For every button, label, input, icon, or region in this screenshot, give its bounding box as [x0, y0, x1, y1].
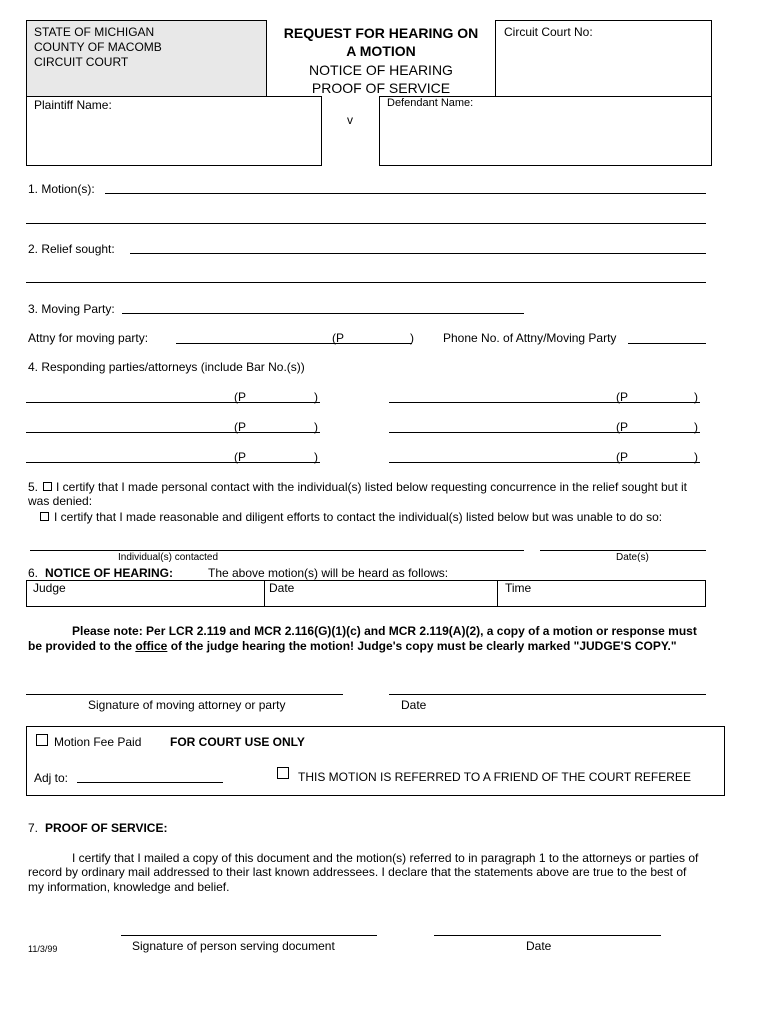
section5-prefix: 5.	[28, 480, 39, 494]
moving-party-line[interactable]	[122, 313, 524, 314]
notice-of-hearing-text: The above motion(s) will be heard as follows:	[208, 566, 449, 580]
responding-p-open-r1: (P	[616, 390, 628, 404]
attorney-p-open: (P	[332, 331, 344, 345]
moving-party-label: 3. Moving Party:	[28, 302, 115, 316]
responding-p-close-r2: )	[694, 420, 698, 434]
responding-party-right-2[interactable]	[389, 432, 700, 433]
phone-line[interactable]	[628, 343, 706, 344]
motion-fee-paid-checkbox[interactable]	[36, 734, 48, 746]
phone-label: Phone No. of Attny/Moving Party	[443, 331, 617, 345]
adjourned-to-label: Adj to:	[34, 771, 69, 785]
moving-party-signature-label: Signature of moving attorney or party	[88, 698, 286, 712]
proof-of-service-label: PROOF OF SERVICE:	[45, 821, 168, 835]
versus-label: v	[347, 113, 353, 127]
responding-party-right-1[interactable]	[389, 402, 700, 403]
concurrence-denied-text: I certify that I made personal contact with the individual(s) listed below requesting concurrence in the relief sought but it	[56, 480, 688, 494]
attorney-label: Attny for moving party:	[28, 331, 149, 345]
court-line-court: CIRCUIT COURT	[34, 55, 129, 69]
referee-label: THIS MOTION IS REFERRED TO A FRIEND OF THE COURT REFEREE	[298, 770, 691, 784]
moving-party-date-line[interactable]	[389, 694, 706, 695]
relief-sought-label: 2. Relief sought:	[28, 242, 115, 256]
attorney-p-close: )	[410, 331, 414, 345]
case-number-label: Circuit Court No:	[504, 25, 593, 39]
proof-of-service-text-3: my information, knowledge and belief.	[28, 880, 230, 894]
form-title-line4: PROOF OF SERVICE	[311, 80, 451, 96]
server-date-line[interactable]	[434, 935, 661, 936]
judge-copy-note-line2	[28, 639, 677, 653]
referee-checkbox[interactable]	[277, 767, 289, 779]
defendant-name-label: Defendant Name:	[387, 97, 474, 109]
notice-of-hearing-label: NOTICE OF HEARING:	[45, 566, 173, 580]
court-line-county: COUNTY OF MACOMB	[34, 40, 162, 54]
proof-of-service-text-2: record by ordinary mail addressed to their last known addressees. I declare that the statements above are true to the best of	[28, 865, 687, 879]
plaintiff-name-label: Plaintiff Name:	[34, 98, 112, 112]
responding-p-open-r2: (P	[616, 420, 628, 434]
hearing-date-label: Date	[269, 581, 295, 595]
relief-sought-line-1[interactable]	[130, 253, 706, 254]
responding-p-close-l3: )	[314, 450, 318, 464]
responding-p-close-l1: )	[314, 390, 318, 404]
responding-party-right-3[interactable]	[389, 462, 700, 463]
section6-prefix: 6.	[28, 566, 39, 580]
motion-fee-paid-label: Motion Fee Paid	[54, 735, 142, 749]
dates-contacted-label: Date(s)	[616, 552, 649, 563]
form-title-line3: NOTICE OF HEARING	[309, 62, 453, 78]
hearing-time-label: Time	[505, 581, 532, 595]
section7-prefix: 7.	[28, 821, 39, 835]
relief-sought-line-2[interactable]	[26, 282, 706, 283]
responding-p-close-r1: )	[694, 390, 698, 404]
moving-party-date-label: Date	[401, 698, 427, 712]
note-line2-pre: be provided to the	[28, 639, 136, 653]
responding-party-left-2[interactable]	[26, 432, 320, 433]
hearing-judge-label: Judge	[33, 581, 66, 595]
server-signature-label: Signature of person serving document	[132, 939, 335, 953]
responding-p-close-r3: )	[694, 450, 698, 464]
individuals-contacted-line[interactable]	[30, 550, 524, 551]
motions-line-1[interactable]	[105, 193, 706, 194]
concurrence-denied-checkbox[interactable]	[43, 482, 52, 491]
responding-parties-label: 4. Responding parties/attorneys (include Bar No.(s))	[28, 360, 305, 374]
judge-copy-note-line1: Please note: Per LCR 2.119 and MCR 2.116(G)(1)(c) and MCR 2.119(A)(2), a copy of a motion or response must	[72, 624, 697, 638]
motions-line-2[interactable]	[26, 223, 706, 224]
court-use-title: FOR COURT USE ONLY	[170, 735, 305, 749]
note-line2-post: of the judge hearing the motion! Judge's copy must be clearly marked "JUDGE'S COPY."	[167, 639, 677, 653]
server-signature-line[interactable]	[121, 935, 377, 936]
dates-contacted-line[interactable]	[540, 550, 706, 551]
note-office-word: office	[135, 639, 168, 653]
form-revision-date: 11/3/99	[28, 944, 58, 954]
adjourned-to-line[interactable]	[77, 782, 223, 783]
responding-p-open-r3: (P	[616, 450, 628, 464]
form-title-line1: REQUEST FOR HEARING ON	[283, 25, 479, 41]
responding-p-open-l3: (P	[234, 450, 246, 464]
unable-to-contact-text: I certify that I made reasonable and diligent efforts to contact the individual(s) listed below but was unable to do so:	[54, 510, 663, 524]
hearing-date-field[interactable]	[264, 580, 498, 607]
attorney-name-line[interactable]	[176, 343, 412, 344]
responding-p-open-l1: (P	[234, 390, 246, 404]
form-title-line2: A MOTION	[346, 43, 416, 59]
unable-to-contact-checkbox[interactable]	[40, 512, 49, 521]
individuals-contacted-label: Individual(s) contacted	[118, 552, 219, 563]
concurrence-denied-text-2: was denied:	[28, 494, 93, 508]
proof-of-service-text-1: I certify that I mailed a copy of this document and the motion(s) referred to in paragraph 1 to the attorneys or parties of	[72, 851, 699, 865]
responding-p-open-l2: (P	[234, 420, 246, 434]
server-date-label: Date	[526, 939, 552, 953]
responding-p-close-l2: )	[314, 420, 318, 434]
motions-label: 1. Motion(s):	[28, 182, 95, 196]
responding-party-left-3[interactable]	[26, 462, 320, 463]
court-line-state: STATE OF MICHIGAN	[34, 25, 155, 39]
moving-party-signature-line[interactable]	[26, 694, 343, 695]
responding-party-left-1[interactable]	[26, 402, 320, 403]
